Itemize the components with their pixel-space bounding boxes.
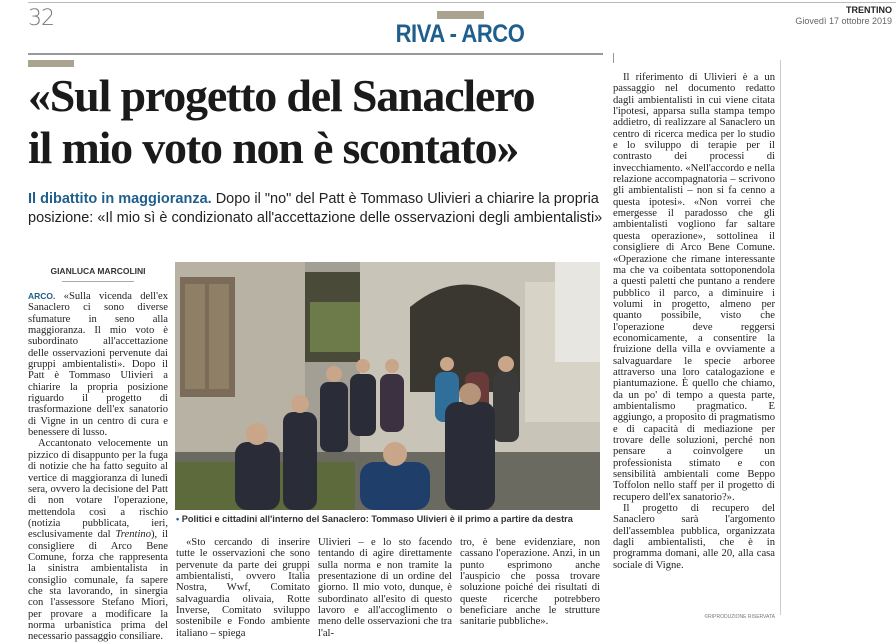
header-divider xyxy=(613,53,614,63)
issue-date: Giovedì 17 ottobre 2019 xyxy=(795,16,892,26)
newspaper-mention: Trentino xyxy=(115,529,152,541)
paragraph xyxy=(28,438,168,642)
newspaper-name: TRENTINO xyxy=(846,5,892,15)
subhead-lead: Il dibattito in maggioranza. xyxy=(28,191,212,207)
page-number: 32 xyxy=(28,6,54,31)
paragraph-text: «Sulla vicenda dell'ex Sanaclero ci sono diverse sfumature in seno alla maggioranza. Il mio voto è subordinato all'accettazione delle osservazioni pervenute dai gruppi ambientalisti». Dopo il Patt è Tommaso Ulivieri a chiarire la propria posizione riguardo il progetto di trasformazione dell'ex sanatorio di Vigne in un centro di cura e benessere di lusso. xyxy=(28,291,168,439)
paragraph: Ulivieri – e lo sto facendo tentando di agire direttamente sulla norma e non tramite la presentazione di un ordine del giorno. Il mio voto, dunque, è subordinato all'esito di questo lavoro e all'accoglimento o meno delle osservazioni che tra l'al- xyxy=(318,537,452,639)
dateline: ARCO. xyxy=(28,291,56,301)
subheadline xyxy=(28,190,608,228)
article-column-4 xyxy=(460,537,600,628)
section-title: RIVA - ARCO xyxy=(395,20,525,48)
caption-text: Politici e cittadini all'interno del Sanaclero: Tommaso Ulivieri è il primo a partire da destra xyxy=(181,514,573,524)
headline-line: «Sul progetto del Sanaclero xyxy=(28,70,535,121)
article-column-3 xyxy=(318,537,452,639)
kicker-bar xyxy=(28,60,74,67)
paragraph: Il riferimento di Ulivieri è a un passaggio nel documento redatto dagli ambientalisti in cui viene citata l'ipotesi, apparsa sulla stampa tempo addietro, di realizzare al Sanaclero un centro di ricerca medica per lo studio e lo sviluppo di terapie per il contrasto dei processi di invecchiamento. «Nell'accordo e nella relazione accompagnatoria – scrivono gli ambientalisti – non si fa cenno a questa ipotesi». «Non vorrei che emergesse il paradosso che gli ambientalisti vogliono far saltare questa operazione», sottolinea il consigliere di Arco Bene Comune. «Operazione che rimane interessante ma che va coibentata sottoponendola a questi paletti che puntano a rendere pubblico il parco, a diminuire i volumi in progetto, almeno per quanto possibile, visto che l'operazione deve reggersi economicamente, a consentire la fruizione della villa e ovviamente a salvaguardare le specie arboree attraverso una loro catalogazione e piantumazione. È quello che chiamo, da un po' di tempo a questa parte, ambientalismo pragmatico. E aggiungo, a proposito di pragmatismo e di capacità di mediazione per trovare delle soluzioni, perché non pensare a coinvolgere un professionista stimato e con sensibilità ambientali come Beppo Toffolon nello staff per il progetto di recupero dell'ex sanatorio?». xyxy=(613,72,775,503)
paragraph-text: ), il consigliere di Arco Bene Comune, forza che rappresenta la sinistra ambientalista in consiglio comunale, fa sapere che sta lavorando, in sinergia con l'assessore Stefano Miori, per provare a modificare la norma urbanistica prima del necessario passaggio consiliare. xyxy=(28,529,168,643)
headline-line: il mio voto non è scontato» xyxy=(28,122,519,173)
column-rule xyxy=(780,60,781,615)
paragraph: «Sto cercando di inserire tutte le osservazioni che sono pervenute da parte dei gruppi ambientalisti, ovvero Italia Nostra, Wwf, Comitato salvaguardia olivaia, Rotte Inverse, Comitato sviluppo sostenibile e Fondo ambiente italiano – spiega xyxy=(176,537,310,639)
paragraph: Il progetto di recupero del Sanaclero sarà l'argomento dell'assemblea pubblica, organizzata dagli ambientalisti, che è in programma domani, alle 20, alla casa sociale di Vigne. xyxy=(613,503,775,571)
byline-rule xyxy=(62,281,134,282)
article-column-2 xyxy=(176,537,310,639)
article-photo xyxy=(175,262,600,510)
photo-caption xyxy=(176,514,606,524)
byline: GIANLUCA MARCOLINI xyxy=(50,266,146,276)
headline xyxy=(28,70,628,174)
header-rule xyxy=(28,53,603,55)
paragraph: tro, è bene evidenziare, non cassano l'operazione. Anzi, in un punto esprimono anche l'auspicio che possa trovare soluzione poiché dei risultati di queste ricerche potrebbero beneficiare anche le strutture sanitarie pubbliche». xyxy=(460,537,600,628)
paragraph xyxy=(28,291,168,438)
article-column-1 xyxy=(28,291,168,643)
paragraph-text: Accantonato velocemente un pizzico di disappunto per la fuga di notizie che ha fatto seguito al vertice di maggioranza di lunedì sera, ovvero la decisione del Patt di non votare l'operazione, mettendola così a rischio (notizia pubblicata, ieri, esclusivamente dal xyxy=(28,438,168,541)
copyright-notice: ©RIPRODUZIONE RISERVATA xyxy=(704,614,775,620)
article-column-5 xyxy=(613,72,775,571)
subhead-text: Dopo il "no" del Patt è Tommaso Ulivieri a chiarire la propria posizione: «Il mio sì è condizionato all'accettazione delle osservazioni degli ambientalisti» xyxy=(28,191,603,226)
caption-bullet: • xyxy=(176,514,180,524)
section-bar xyxy=(437,11,484,19)
photo-image xyxy=(175,262,600,510)
top-rule xyxy=(28,2,896,3)
